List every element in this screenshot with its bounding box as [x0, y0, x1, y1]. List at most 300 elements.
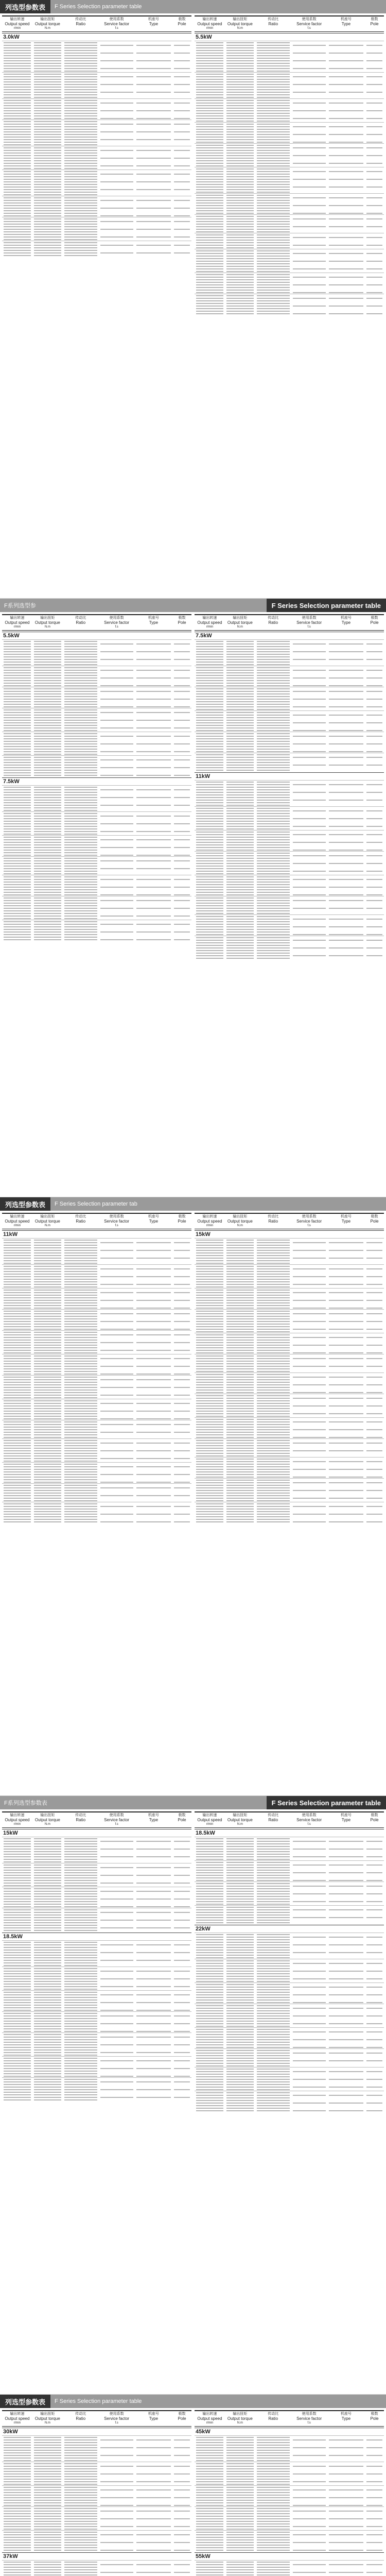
cell-placeholder	[136, 937, 171, 938]
cell-placeholder	[257, 800, 290, 801]
cell-placeholder	[329, 800, 364, 801]
cell-placeholder	[293, 1266, 326, 1267]
cell-placeholder	[100, 1445, 133, 1446]
cell-placeholder	[329, 770, 364, 771]
cell-placeholder	[329, 97, 364, 98]
row-group	[195, 1394, 384, 1417]
cell-placeholder	[136, 50, 171, 51]
cell-placeholder	[293, 197, 326, 198]
cell-placeholder	[226, 1340, 254, 1341]
row-group	[195, 1238, 384, 1264]
cell-placeholder	[100, 770, 133, 771]
cell-placeholder	[100, 218, 133, 219]
cell-placeholder	[196, 1329, 223, 1330]
cell-placeholder	[100, 667, 133, 668]
cell-placeholder	[34, 701, 61, 702]
cell-placeholder	[196, 195, 223, 196]
cell-placeholder	[136, 208, 171, 209]
cell-placeholder	[34, 118, 61, 119]
header-zh: 传动比	[75, 1814, 86, 1817]
cell-placeholder	[136, 850, 171, 851]
cell-placeholder	[4, 1942, 31, 1943]
cell-placeholder	[174, 1311, 190, 1312]
cell-placeholder	[136, 751, 171, 752]
cell-placeholder	[366, 924, 382, 925]
cell-placeholder	[196, 279, 223, 280]
cell-placeholder	[174, 1849, 190, 1850]
cell-placeholder	[226, 155, 254, 156]
cell-placeholder	[34, 736, 61, 737]
cell-placeholder	[293, 1395, 326, 1396]
cell-placeholder	[64, 929, 97, 930]
cell-placeholder	[64, 1849, 97, 1850]
cell-placeholder	[4, 1443, 31, 1444]
cell-placeholder	[196, 218, 223, 219]
cell-placeholder	[329, 1334, 364, 1335]
power-label: 7.5kW	[196, 633, 212, 639]
cell-placeholder	[329, 192, 364, 193]
cell-placeholder	[34, 916, 61, 917]
cell-placeholder	[174, 1503, 190, 1504]
cell-placeholder	[226, 953, 254, 954]
cell-placeholder	[174, 79, 190, 80]
cell-placeholder	[329, 279, 364, 280]
cell-placeholder	[257, 751, 290, 752]
cell-placeholder	[136, 855, 171, 856]
header-en: Type	[149, 1818, 159, 1822]
cell-placeholder	[257, 1313, 290, 1314]
cell-placeholder	[366, 1419, 382, 1420]
cell-placeholder	[174, 828, 190, 829]
cell-placeholder	[100, 868, 133, 869]
cell-placeholder	[226, 202, 254, 204]
cell-placeholder	[174, 1416, 190, 1417]
cell-placeholder	[366, 221, 382, 222]
cell-placeholder	[34, 81, 61, 82]
row-group	[2, 1908, 191, 1931]
cell-placeholder	[136, 677, 171, 679]
cell-placeholder	[257, 1400, 290, 1401]
cell-placeholder	[136, 1917, 171, 1918]
cell-placeholder	[64, 1487, 97, 1488]
cell-placeholder	[226, 1324, 254, 1325]
cell-placeholder	[196, 115, 223, 116]
cell-placeholder	[136, 1477, 171, 1478]
cell-placeholder	[174, 1927, 190, 1928]
cell-placeholder	[366, 1258, 382, 1259]
cell-placeholder	[100, 147, 133, 148]
cell-placeholder	[226, 81, 254, 82]
cell-placeholder	[34, 1917, 61, 1918]
cell-placeholder	[4, 1340, 31, 1341]
cell-placeholder	[329, 134, 364, 135]
cell-placeholder	[196, 1255, 223, 1256]
cell-placeholder	[226, 1411, 254, 1412]
cell-placeholder	[64, 1453, 97, 1454]
cell-placeholder	[226, 298, 254, 299]
cell-placeholder	[196, 1302, 223, 1303]
cell-placeholder	[293, 1487, 326, 1488]
cell-placeholder	[34, 876, 61, 877]
cell-placeholder	[226, 670, 254, 671]
cell-placeholder	[366, 868, 382, 869]
cell-placeholder	[293, 129, 326, 130]
cell-placeholder	[136, 1305, 171, 1306]
cell-placeholder	[196, 266, 223, 267]
cell-placeholder	[196, 1274, 223, 1275]
cell-placeholder	[136, 1865, 171, 1866]
cell-placeholder	[34, 1841, 61, 1842]
cell-placeholder	[196, 274, 223, 275]
header-zh: 输出转速	[10, 616, 25, 620]
cell-placeholder	[100, 1930, 133, 1931]
cell-placeholder	[64, 701, 97, 702]
cell-placeholder	[174, 733, 190, 734]
cell-placeholder	[257, 1334, 290, 1335]
cell-placeholder	[100, 1374, 133, 1375]
cell-placeholder	[329, 884, 364, 885]
cell-placeholder	[329, 717, 364, 718]
cell-placeholder	[4, 1458, 31, 1459]
cell-placeholder	[293, 1324, 326, 1325]
cell-placeholder	[136, 807, 171, 808]
cell-placeholder	[366, 63, 382, 64]
cell-placeholder	[329, 837, 364, 838]
cell-placeholder	[174, 667, 190, 668]
cell-placeholder	[34, 110, 61, 111]
cell-placeholder	[366, 271, 382, 272]
cell-placeholder	[64, 63, 97, 64]
cell-placeholder	[4, 685, 31, 686]
cell-placeholder	[196, 142, 223, 143]
cell-placeholder	[136, 765, 171, 766]
cell-placeholder	[174, 1487, 190, 1488]
cell-placeholder	[196, 1363, 223, 1364]
cell-placeholder	[174, 1384, 190, 1385]
cell-placeholder	[196, 913, 223, 914]
cell-placeholder	[100, 1432, 133, 1433]
cell-placeholder	[293, 1474, 326, 1475]
row-group	[2, 1330, 191, 1354]
cell-placeholder	[34, 800, 61, 801]
cell-placeholder	[226, 200, 254, 201]
cell-placeholder	[196, 1429, 223, 1430]
cell-placeholder	[226, 1471, 254, 1472]
cell-placeholder	[293, 1371, 326, 1372]
cell-placeholder	[174, 1387, 190, 1388]
cell-placeholder	[196, 145, 223, 146]
cell-placeholder	[100, 58, 133, 59]
cell-placeholder	[4, 677, 31, 679]
cell-placeholder	[34, 1427, 61, 1428]
cell-placeholder	[174, 918, 190, 919]
cell-placeholder	[34, 889, 61, 890]
cell-placeholder	[196, 1413, 223, 1414]
cell-placeholder	[366, 1318, 382, 1319]
cell-placeholder	[293, 654, 326, 655]
cell-placeholder	[136, 94, 171, 95]
cell-placeholder	[174, 1337, 190, 1338]
cell-placeholder	[4, 794, 31, 795]
cell-placeholder	[34, 1485, 61, 1486]
cell-placeholder	[64, 839, 97, 840]
cell-placeholder	[366, 751, 382, 752]
cell-placeholder	[100, 1509, 133, 1510]
cell-placeholder	[226, 677, 254, 679]
cell-placeholder	[64, 675, 97, 676]
cell-placeholder	[100, 736, 133, 737]
cell-placeholder	[64, 1519, 97, 1520]
cell-placeholder	[64, 1332, 97, 1333]
header-cell	[32, 1214, 63, 1229]
cell-placeholder	[196, 947, 223, 948]
cell-placeholder	[64, 1377, 97, 1378]
cell-placeholder	[366, 113, 382, 114]
cell-placeholder	[100, 892, 133, 893]
cell-placeholder	[34, 1437, 61, 1438]
cell-placeholder	[100, 1242, 133, 1243]
cell-placeholder	[174, 1305, 190, 1306]
cell-placeholder	[329, 821, 364, 822]
cell-placeholder	[329, 823, 364, 824]
cell-placeholder	[226, 908, 254, 909]
cell-placeholder	[64, 1498, 97, 1499]
cell-placeholder	[174, 1896, 190, 1897]
cell-placeholder	[34, 115, 61, 116]
cell-placeholder	[366, 1374, 382, 1375]
cell-placeholder	[34, 1363, 61, 1364]
cell-placeholder	[366, 1274, 382, 1275]
header-zh: 机座号	[340, 616, 352, 620]
cell-placeholder	[196, 940, 223, 941]
cell-placeholder	[329, 213, 364, 214]
cell-placeholder	[100, 1384, 133, 1385]
cell-placeholder	[366, 730, 382, 731]
cell-placeholder	[329, 649, 364, 650]
cell-placeholder	[366, 1400, 382, 1401]
cell-placeholder	[366, 192, 382, 193]
cell-placeholder	[293, 147, 326, 148]
header-en: Output torque	[34, 1219, 60, 1224]
cell-placeholder	[136, 656, 171, 657]
cell-placeholder	[366, 1358, 382, 1359]
cell-placeholder	[196, 641, 223, 642]
cell-placeholder	[196, 1347, 223, 1348]
cell-placeholder	[174, 1326, 190, 1327]
cell-placeholder	[64, 1292, 97, 1293]
cell-placeholder	[174, 810, 190, 811]
cell-placeholder	[34, 743, 61, 744]
header-en: Type	[341, 1219, 351, 1224]
cell-placeholder	[174, 236, 190, 238]
cell-placeholder	[226, 1342, 254, 1343]
cell-placeholder	[34, 1252, 61, 1253]
cell-placeholder	[174, 1917, 190, 1918]
cell-placeholder	[100, 1861, 133, 1862]
header-en: Ratio	[268, 1219, 278, 1224]
cell-placeholder	[257, 1260, 290, 1261]
cell-placeholder	[64, 1379, 97, 1380]
cell-placeholder	[293, 1377, 326, 1378]
cell-placeholder	[64, 1279, 97, 1280]
cell-placeholder	[34, 685, 61, 686]
cell-placeholder	[293, 706, 326, 707]
cell-placeholder	[329, 221, 364, 222]
cell-placeholder	[226, 108, 254, 109]
cell-placeholder	[64, 129, 97, 130]
cell-placeholder	[4, 1358, 31, 1359]
cell-placeholder	[34, 142, 61, 143]
cell-placeholder	[366, 792, 382, 793]
cell-placeholder	[136, 150, 171, 151]
cell-placeholder	[293, 76, 326, 77]
cell-placeholder	[174, 656, 190, 657]
cell-placeholder	[34, 176, 61, 177]
cell-placeholder	[34, 1389, 61, 1391]
cell-placeholder	[366, 738, 382, 739]
cell-placeholder	[136, 1904, 171, 1905]
cell-placeholder	[366, 823, 382, 824]
cell-placeholder	[4, 1493, 31, 1494]
cell-placeholder	[174, 1925, 190, 1926]
cell-placeholder	[64, 1334, 97, 1335]
cell-placeholder	[329, 910, 364, 911]
cell-placeholder	[196, 727, 223, 728]
cell-placeholder	[257, 826, 290, 827]
cell-placeholder	[257, 263, 290, 264]
cell-placeholder	[136, 868, 171, 869]
cell-placeholder	[257, 1519, 290, 1520]
cell-placeholder	[174, 76, 190, 77]
cell-placeholder	[136, 1930, 171, 1931]
cell-placeholder	[136, 189, 171, 190]
row-group	[195, 639, 384, 666]
cell-placeholder	[64, 706, 97, 707]
cell-placeholder	[293, 1295, 326, 1296]
table-column	[195, 15, 384, 596]
cell-placeholder	[136, 1861, 171, 1862]
cell-placeholder	[226, 839, 254, 840]
cell-placeholder	[64, 1400, 97, 1401]
cell-placeholder	[366, 903, 382, 904]
cell-placeholder	[196, 108, 223, 109]
cell-placeholder	[136, 863, 171, 864]
cell-placeholder	[34, 677, 61, 679]
cell-placeholder	[4, 1318, 31, 1319]
cell-placeholder	[174, 1363, 190, 1364]
cell-placeholder	[257, 767, 290, 768]
cell-placeholder	[293, 1413, 326, 1414]
cell-placeholder	[366, 103, 382, 104]
cell-placeholder	[4, 74, 31, 75]
cell-placeholder	[366, 1405, 382, 1406]
cell-placeholder	[196, 821, 223, 822]
cell-placeholder	[100, 71, 133, 72]
cell-placeholder	[196, 103, 223, 104]
cell-placeholder	[174, 672, 190, 673]
header-en: Ratio	[76, 1219, 86, 1224]
cell-placeholder	[257, 1263, 290, 1264]
cell-placeholder	[293, 715, 326, 716]
cell-placeholder	[196, 1311, 223, 1312]
cell-placeholder	[366, 855, 382, 856]
cell-placeholder	[257, 134, 290, 135]
cell-placeholder	[293, 855, 326, 856]
cell-placeholder	[64, 693, 97, 694]
cell-placeholder	[226, 715, 254, 716]
cell-placeholder	[329, 1459, 364, 1460]
cell-placeholder	[226, 746, 254, 747]
cell-placeholder	[34, 1242, 61, 1243]
cell-placeholder	[174, 884, 190, 885]
cell-placeholder	[64, 181, 97, 182]
cell-placeholder	[174, 1432, 190, 1433]
cell-placeholder	[100, 757, 133, 758]
cell-placeholder	[366, 813, 382, 814]
cell-placeholder	[293, 1419, 326, 1420]
header-cell	[291, 1214, 327, 1229]
cell-placeholder	[64, 229, 97, 230]
cell-placeholder	[329, 242, 364, 243]
cell-placeholder	[366, 955, 382, 956]
cell-placeholder	[34, 1922, 61, 1923]
cell-placeholder	[34, 1358, 61, 1359]
cell-placeholder	[329, 1329, 364, 1330]
cell-placeholder	[293, 229, 326, 230]
cell-placeholder	[136, 1896, 171, 1897]
cell-placeholder	[329, 1247, 364, 1248]
cell-placeholder	[136, 664, 171, 665]
cell-placeholder	[64, 113, 97, 114]
cell-placeholder	[64, 208, 97, 209]
cell-placeholder	[196, 1408, 223, 1409]
cell-placeholder	[366, 237, 382, 238]
cell-placeholder	[196, 765, 223, 766]
cell-placeholder	[136, 1337, 171, 1338]
header-cell	[291, 615, 327, 630]
header-zh: 机座号	[148, 616, 159, 620]
cell-placeholder	[257, 757, 290, 758]
cell-placeholder	[34, 1347, 61, 1348]
cell-placeholder	[226, 701, 254, 702]
cell-placeholder	[366, 129, 382, 130]
cell-placeholder	[174, 1242, 190, 1243]
cell-placeholder	[226, 58, 254, 59]
cell-placeholder	[257, 1379, 290, 1380]
cell-placeholder	[64, 71, 97, 72]
cell-placeholder	[293, 810, 326, 811]
cell-placeholder	[257, 850, 290, 851]
cell-placeholder	[64, 889, 97, 890]
cell-placeholder	[293, 1316, 326, 1317]
cell-placeholder	[226, 303, 254, 304]
cell-placeholder	[4, 1870, 31, 1871]
cell-placeholder	[4, 179, 31, 180]
cell-placeholder	[64, 218, 97, 219]
cell-placeholder	[136, 1877, 171, 1878]
cell-placeholder	[226, 240, 254, 241]
cell-placeholder	[34, 234, 61, 235]
cell-placeholder	[4, 937, 31, 938]
cell-placeholder	[196, 858, 223, 859]
cell-placeholder	[366, 757, 382, 758]
cell-placeholder	[64, 1901, 97, 1902]
cell-placeholder	[4, 1403, 31, 1404]
cell-placeholder	[100, 696, 133, 697]
cell-placeholder	[366, 651, 382, 652]
cell-placeholder	[329, 303, 364, 304]
cell-placeholder	[329, 720, 364, 721]
